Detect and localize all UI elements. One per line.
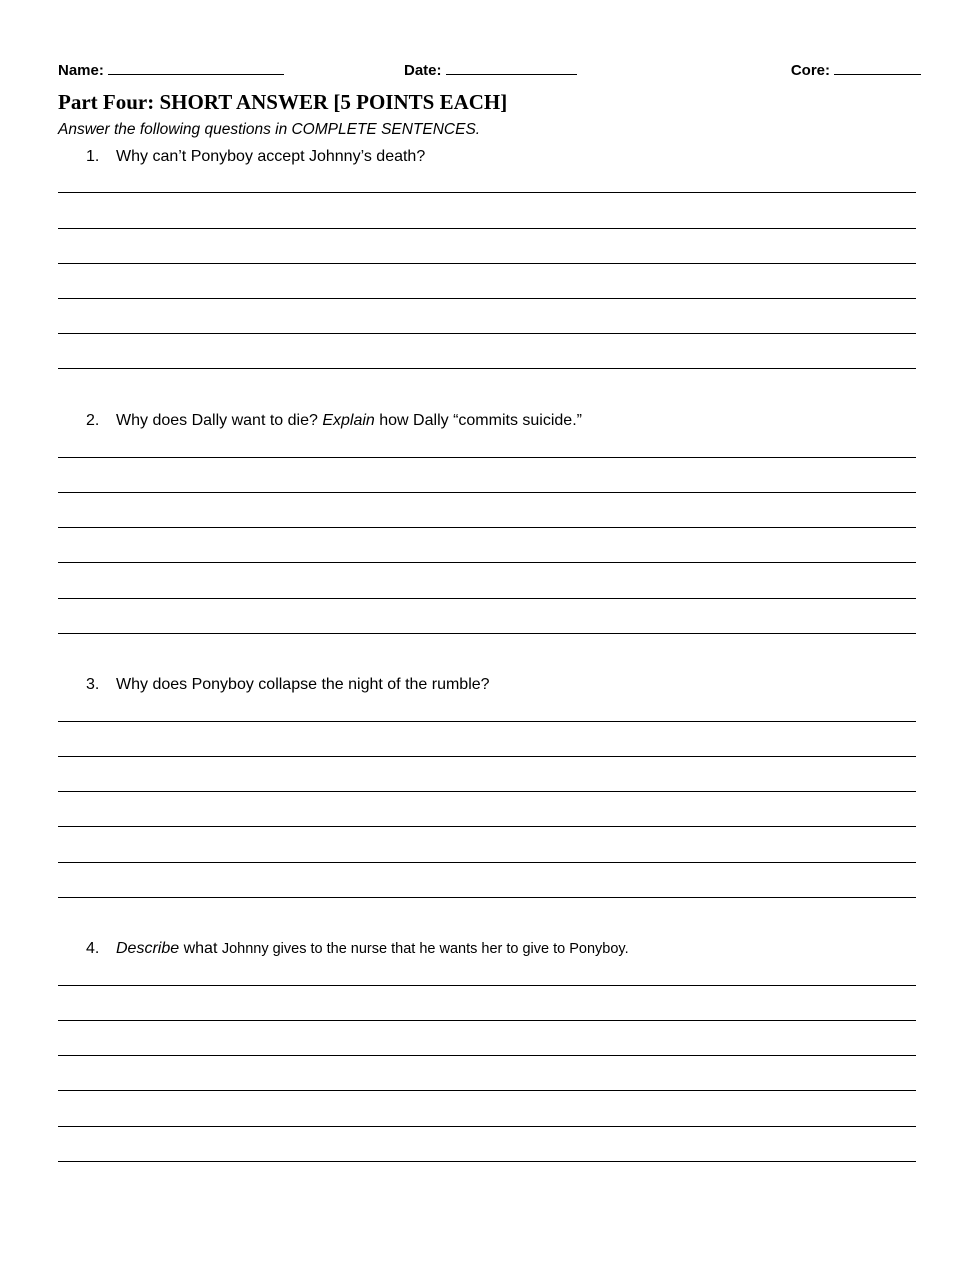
question-3 [86, 676, 490, 694]
answer-line[interactable] [58, 263, 916, 264]
question-1 [86, 148, 425, 166]
core-label: Core: [790, 62, 830, 79]
answer-line[interactable] [58, 721, 916, 722]
answer-line[interactable] [58, 1090, 916, 1091]
core-field[interactable] [791, 60, 921, 79]
answer-line[interactable] [58, 826, 916, 827]
answer-line[interactable] [58, 492, 916, 493]
answer-line[interactable] [58, 633, 916, 634]
answer-line[interactable] [58, 228, 916, 229]
answer-line[interactable] [58, 598, 916, 599]
instructions: Answer the following questions in COMPLETE SENTENCES. [58, 121, 481, 138]
question-emphasis: Explain [322, 412, 375, 429]
answer-line[interactable] [58, 1126, 916, 1127]
header-row [58, 60, 921, 82]
question-4 [86, 940, 629, 958]
answer-line[interactable] [58, 333, 916, 334]
question-text: Why can’t Ponyboy accept Johnny’s death? [116, 148, 426, 165]
answer-line[interactable] [58, 862, 916, 863]
answer-line[interactable] [58, 791, 916, 792]
answer-line[interactable] [58, 192, 916, 193]
question-number: 1. [86, 148, 100, 165]
question-text: how Dally “commits suicide.” [374, 412, 582, 429]
answer-line[interactable] [58, 1020, 916, 1021]
question-number: 2. [86, 412, 100, 429]
answer-line[interactable] [58, 562, 916, 563]
answer-line[interactable] [58, 368, 916, 369]
answer-line[interactable] [58, 457, 916, 458]
question-text: Johnny gives to the nurse that he wants her to give to Ponyboy. [221, 941, 629, 957]
name-field[interactable] [58, 60, 284, 79]
question-number: 3. [86, 676, 100, 693]
name-blank[interactable] [108, 60, 284, 75]
answer-line[interactable] [58, 897, 916, 898]
question-number: 4. [86, 940, 100, 957]
answer-line[interactable] [58, 527, 916, 528]
section-title: Part Four: SHORT ANSWER [5 POINTS EACH] [58, 90, 508, 114]
question-text: what [179, 940, 222, 957]
answer-line[interactable] [58, 1055, 916, 1056]
answer-line[interactable] [58, 985, 916, 986]
answer-line[interactable] [58, 1161, 916, 1162]
name-label: Name: [58, 62, 104, 79]
date-blank[interactable] [446, 60, 577, 75]
date-label: Date: [404, 62, 442, 79]
question-2 [86, 412, 582, 430]
question-emphasis: Describe [116, 940, 180, 957]
question-text: Why does Ponyboy collapse the night of the rumble? [116, 676, 490, 693]
answer-line[interactable] [58, 298, 916, 299]
question-text: Why does Dally want to die? [116, 412, 323, 429]
answer-line[interactable] [58, 756, 916, 757]
core-blank[interactable] [834, 60, 921, 75]
date-field[interactable] [404, 60, 577, 79]
